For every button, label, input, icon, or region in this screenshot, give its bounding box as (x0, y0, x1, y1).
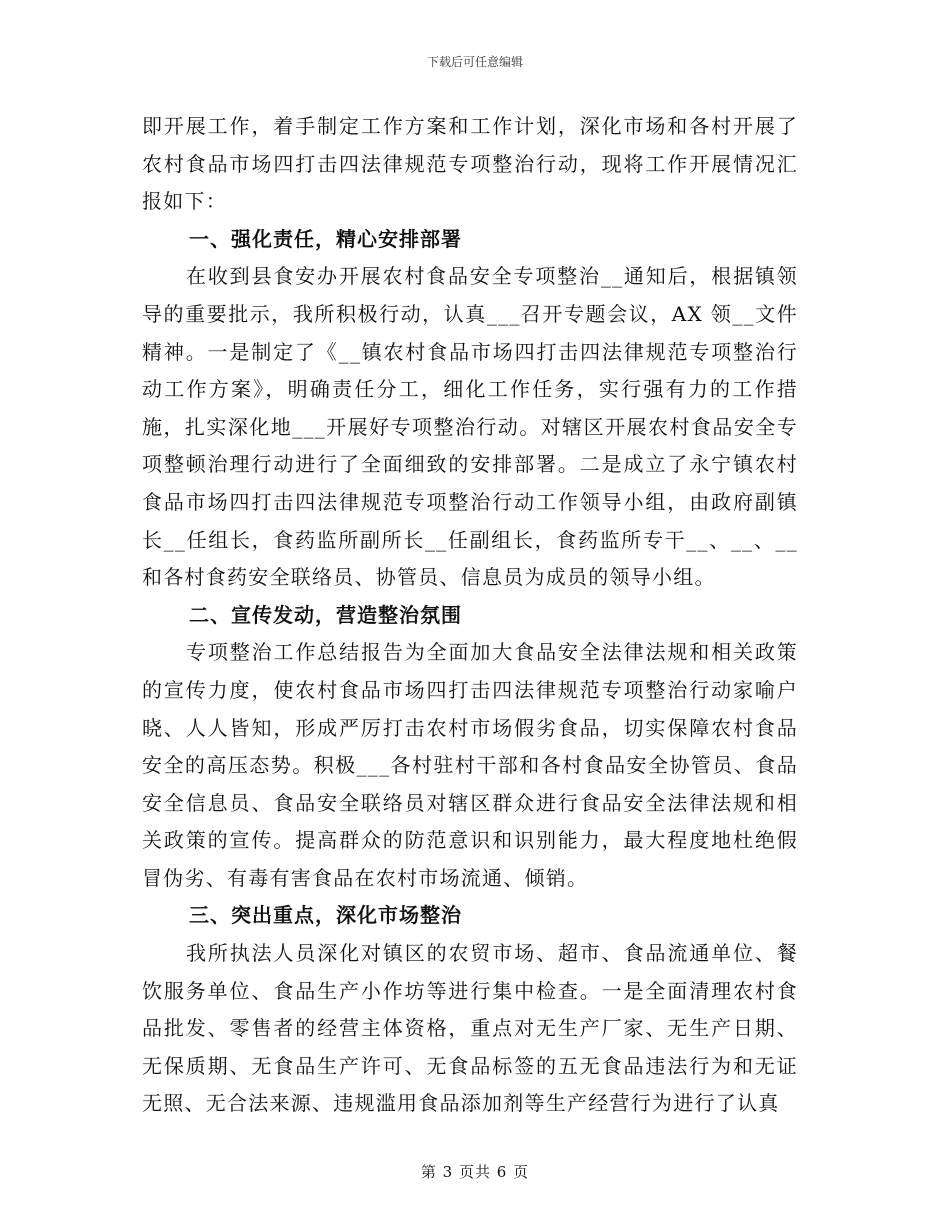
section-heading-2: 二、宣传发动，营造整治氛围 (189, 602, 462, 627)
document-body (142, 108, 798, 1123)
section-paragraph-1: 在收到县食安办开展农村食品安全专项整治__通知后，根据镇领导的重要批示，我所积极行动，认真___召开专题会议，AX 领__文件精神。一是制定了《__镇农村食品市场四打击四法律规范专项整治行动工作方案》，明确责任分工，细化工作任务，实行强有力的工作措施，扎实深化地___开展好专项整治行动。对辖区开展农村食品安全专项整顿治理行动进行了全面细致的安排部署。二是成立了永宁镇农村食品市场四打击四法律规范专项整治行动工作领导小组，由政府副镇长__任组长，食药监所副所长__任副组长，食药监所专干__、__、__和各村食药安全联络员、协管员、信息员为成员的领导小组。 (142, 264, 798, 590)
page-header: 下载后可任意编辑 (426, 55, 523, 69)
page-number: 第 3 页共 6 页 (420, 1163, 530, 1181)
section-heading-3: 三、突出重点，深化市场整治 (189, 903, 462, 928)
section-paragraph-3: 我所执法人员深化对镇区的农贸市场、超市、食品流通单位、餐饮服务单位、食品生产小作坊等进行集中检查。一是全面清理农村食品批发、零售者的经营主体资格，重点对无生产厂家、无生产日期、无保质期、无食品生产许可、无食品标签的五无食品违法行为和无证无照、无合法来源、违规滥用食品添加剂等生产经营行为进行了认真 (142, 941, 798, 1116)
section-heading-1: 一、强化责任，精心安排部署 (189, 226, 462, 251)
intro-paragraph: 即开展工作，着手制定工作方案和工作计划，深化市场和各村开展了农村食品市场四打击四法律规范专项整治行动，现将工作开展情况汇报如下： (142, 114, 798, 214)
section-paragraph-2: 专项整治工作总结报告为全面加大食品安全法律法规和相关政策的宣传力度，使农村食品市场四打击四法律规范专项整治行动家喻户晓、人人皆知，形成严厉打击农村市场假劣食品，切实保障农村食品安全的高压态势。积极___各村驻村干部和各村食品安全协管员、食品安全信息员、食品安全联络员对辖区群众进行食品安全法律法规和相关政策的宣传。提高群众的防范意识和识别能力，最大程度地杜绝假冒伪劣、有毒有害食品在农村市场流通、倾销。 (142, 640, 798, 890)
